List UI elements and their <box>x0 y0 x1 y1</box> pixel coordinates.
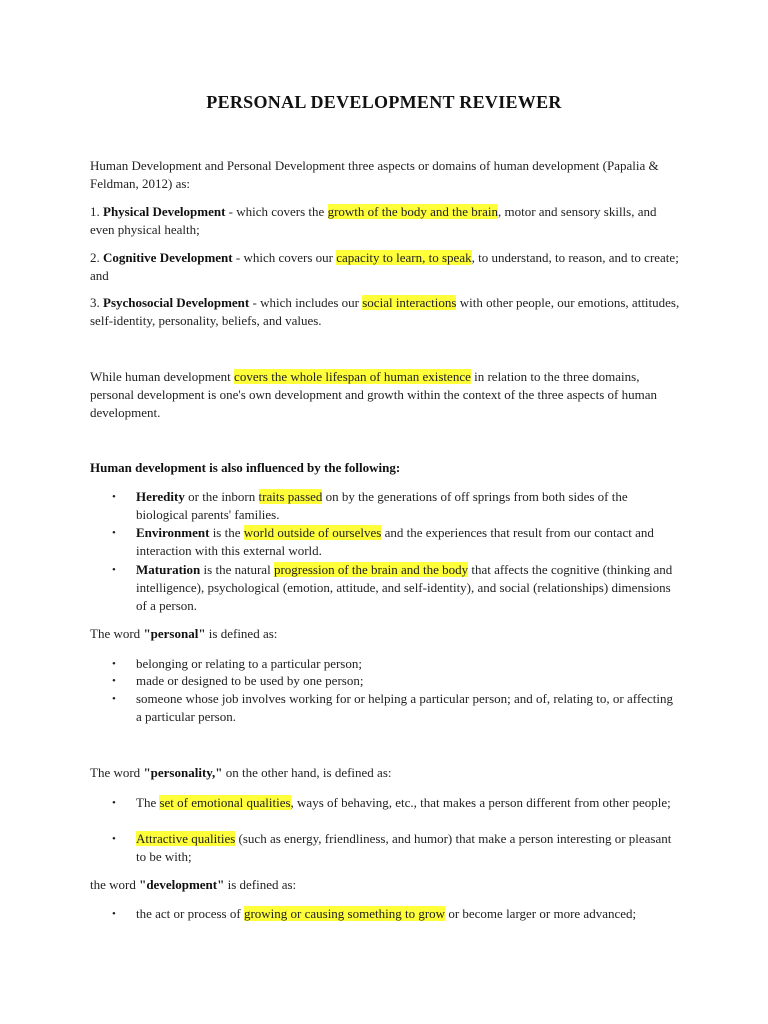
list-item-text <box>136 830 676 866</box>
bullet-icon: • <box>112 658 116 670</box>
list-item-text <box>136 561 676 615</box>
text: and the experiences that result from our contact and interaction with this external world. <box>136 525 654 558</box>
domain-text-post: with other people, our emotions, attitudes, self-identity, personality, beliefs, and values. <box>90 295 680 328</box>
highlight: Attractive qualities <box>136 831 236 846</box>
text: on by the generations of off springs from both sides of the biological parents' families. <box>136 489 628 522</box>
bullet-icon: • <box>112 833 116 845</box>
term: Maturation <box>136 562 201 577</box>
domain-text-pre: - which covers our <box>232 250 337 265</box>
domain-item-cognitive <box>90 249 680 285</box>
text: The word <box>90 765 144 780</box>
highlight: growth of the body and the brain <box>327 204 498 219</box>
section-heading: Human development is also influenced by the following: <box>90 460 401 475</box>
bullet-icon: • <box>112 491 116 503</box>
highlight: traits passed <box>258 489 323 504</box>
highlight: progression of the brain and the body <box>273 562 469 577</box>
highlight: capacity to learn, to speak <box>336 250 472 265</box>
defined-word: "personal" <box>143 626 206 641</box>
highlight: growing or causing something to grow <box>243 906 446 921</box>
term: Heredity <box>136 489 185 504</box>
defined-word: "personality," <box>143 765 223 780</box>
list-item-text <box>136 488 676 524</box>
domain-item-psychosocial <box>90 294 680 330</box>
text: or the inborn <box>184 489 259 504</box>
text: is the <box>209 525 244 540</box>
highlight: world outside of ourselves <box>243 525 382 540</box>
bullet-icon: • <box>112 908 116 920</box>
text: The word <box>90 626 144 641</box>
domain-term: Cognitive Development <box>103 250 233 265</box>
personality-definition-heading <box>90 764 680 782</box>
text: is defined as: <box>205 626 278 641</box>
intro-paragraph: Human Development and Personal Development three aspects or domains of human development (Papalia & Feldman, 2012) as: <box>90 158 659 191</box>
text: on the other hand, is defined as: <box>222 765 392 780</box>
highlight: social interactions <box>362 295 457 310</box>
text: the word <box>90 877 140 892</box>
list-item-text <box>136 794 676 812</box>
text: , ways of behaving, etc., that makes a person different from other people; <box>290 795 671 810</box>
bullet-icon: • <box>112 527 116 539</box>
list-item-text <box>136 524 676 560</box>
domain-text-pre: - which covers the <box>225 204 328 219</box>
development-definition-heading <box>90 876 680 894</box>
domain-term: Psychosocial Development <box>103 295 250 310</box>
domain-item-physical <box>90 203 680 239</box>
list-item-text: belonging or relating to a particular person; <box>136 656 362 671</box>
defined-word: "development" <box>139 877 225 892</box>
bullet-icon: • <box>112 797 116 809</box>
paragraph-text: While human development <box>90 369 235 384</box>
list-item-text: made or designed to be used by one person; <box>136 673 364 688</box>
domain-number: 3. <box>90 295 100 310</box>
text: is the natural <box>200 562 274 577</box>
list-item-text <box>136 905 676 923</box>
lifespan-paragraph <box>90 368 680 422</box>
domain-text-post: , to understand, to reason, and to create; and <box>90 250 679 283</box>
highlight: covers the whole lifespan of human existence <box>234 369 471 384</box>
personal-definition-heading <box>90 625 680 643</box>
text: (such as energy, friendliness, and humor) that make a person interesting or pleasant to be with; <box>136 831 672 864</box>
domain-text-pre: - which includes our <box>249 295 363 310</box>
influences-heading <box>90 459 680 477</box>
domain-term: Physical Development <box>103 204 226 219</box>
text: is defined as: <box>224 877 297 892</box>
text: the act or process of <box>136 906 244 921</box>
paragraph-text: in relation to the three domains, personal development is one's own development and growth within the context of the three aspects of human development. <box>90 369 657 420</box>
term: Environment <box>136 525 210 540</box>
highlight: set of emotional qualities <box>159 795 291 810</box>
bullet-icon: • <box>112 675 116 687</box>
list-item-text: someone whose job involves working for or helping a particular person; and of, relating to, or affecting a particular person. <box>136 691 673 724</box>
page-title: PERSONAL DEVELOPMENT REVIEWER <box>206 92 562 112</box>
domain-text-post: , motor and sensory skills, and even physical health; <box>90 204 657 237</box>
domain-number: 1. <box>90 204 100 219</box>
text: that affects the cognitive (thinking and intelligence), psychological (emotion, attitude, and self-identity), and social (relationships) dimensions of a person. <box>136 562 673 613</box>
bullet-icon: • <box>112 564 116 576</box>
text: or become larger or more advanced; <box>445 906 637 921</box>
bullet-icon: • <box>112 693 116 705</box>
domain-number: 2. <box>90 250 100 265</box>
text: The <box>136 795 160 810</box>
